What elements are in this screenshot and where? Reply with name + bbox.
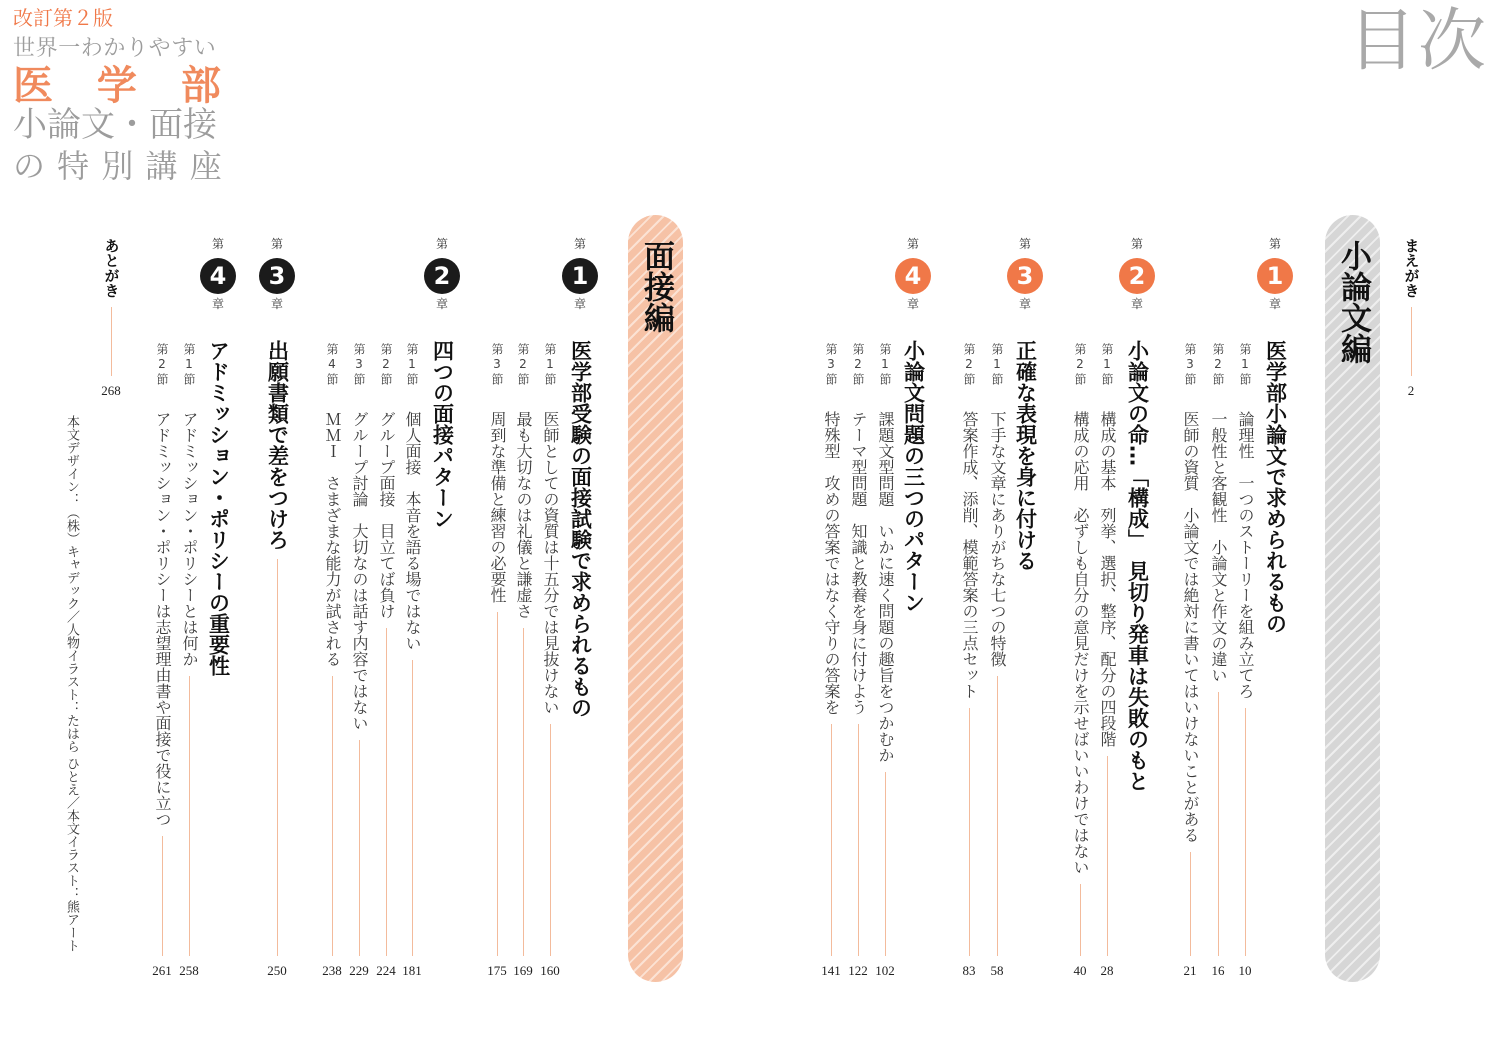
leader-line bbox=[858, 724, 859, 956]
part-title: 小論文編 bbox=[1335, 240, 1371, 364]
section-entry bbox=[174, 343, 204, 978]
leader-line bbox=[969, 708, 970, 956]
section-entry bbox=[1230, 343, 1260, 978]
section-label: 第1節 bbox=[543, 343, 557, 387]
section-label: 第3節 bbox=[1183, 343, 1197, 387]
section-entry bbox=[1175, 343, 1205, 978]
section-title: グループ討論 大切なのは話す内容ではない bbox=[350, 411, 369, 731]
page-number: 141 bbox=[821, 963, 841, 978]
section-title: 最も大切なのは礼儀と謙虚さ bbox=[514, 411, 533, 619]
section-entry bbox=[508, 343, 538, 978]
toc-entry-maegaki bbox=[1396, 238, 1426, 398]
book-tagline: 世界一わかりやすい bbox=[13, 36, 217, 61]
page-number: 40 bbox=[1073, 963, 1087, 978]
page-number: 2 bbox=[1407, 383, 1415, 398]
chapter-marker bbox=[560, 238, 600, 310]
chapter-prefix: 第 bbox=[270, 237, 283, 251]
section-title: 構成の基本 列挙、選択、整序、配分の四段階 bbox=[1098, 411, 1117, 747]
section-title: 論理性 一つのストーリーを組み立てろ bbox=[1236, 411, 1255, 699]
section-label: 第2節 bbox=[962, 343, 976, 387]
page-number: 181 bbox=[402, 963, 422, 978]
section-title: ＭＭＩ さまざまな能力が試される bbox=[323, 411, 342, 667]
chapter-marker bbox=[422, 238, 462, 310]
section-title: アドミッション・ポリシーとは何か bbox=[180, 411, 199, 667]
section-label: 第3節 bbox=[490, 343, 504, 387]
chapter-title-column bbox=[203, 340, 233, 676]
page-number: 175 bbox=[487, 963, 507, 978]
chapter-number-badge: 1 bbox=[562, 258, 598, 294]
leader-line bbox=[1245, 708, 1246, 956]
chapter-prefix: 第 bbox=[1130, 237, 1143, 251]
chapter-title-column bbox=[1010, 340, 1040, 571]
leader-line bbox=[997, 676, 998, 956]
leader-line bbox=[885, 772, 886, 956]
page-number: 258 bbox=[179, 963, 199, 978]
chapter-number-badge: 3 bbox=[259, 258, 295, 294]
chapter-suffix: 章 bbox=[906, 297, 919, 311]
chapter-marker bbox=[1005, 238, 1045, 310]
toc-heading: 目次 bbox=[1348, 2, 1489, 81]
section-label: 第1節 bbox=[405, 343, 419, 387]
page-number: 21 bbox=[1183, 963, 1197, 978]
section-entry bbox=[1203, 343, 1233, 978]
chapter-number-badge: 2 bbox=[424, 258, 460, 294]
chapter-title-column bbox=[898, 340, 928, 613]
chapter-number-badge: 1 bbox=[1257, 258, 1293, 294]
section-entry bbox=[1092, 343, 1122, 978]
chapter-prefix: 第 bbox=[435, 237, 448, 251]
section-entry bbox=[982, 343, 1012, 978]
section-title: 構成の応用 必ずしも自分の意見だけを示せばいいわけではない bbox=[1071, 411, 1090, 875]
chapter-suffix: 章 bbox=[435, 297, 448, 311]
section-title: アドミッション・ポリシーは志望理由書や面接で役に立つ bbox=[153, 411, 172, 827]
section-entry bbox=[1065, 343, 1095, 978]
page-number: 250 bbox=[267, 963, 287, 978]
chapter-title: アドミッション・ポリシーの重要性 bbox=[206, 340, 231, 676]
chapter-title-column bbox=[262, 340, 292, 978]
chapter-number-badge: 4 bbox=[200, 258, 236, 294]
section-label: 第1節 bbox=[1238, 343, 1252, 387]
section-title: 答案作成、添削、模範答案の三点セット bbox=[960, 411, 979, 699]
leader-line bbox=[1080, 884, 1081, 956]
section-entry bbox=[816, 343, 846, 978]
leader-line bbox=[189, 676, 190, 956]
section-label: 第1節 bbox=[878, 343, 892, 387]
section-title: 一般性と客観性 小論文と作文の違い bbox=[1209, 411, 1228, 683]
book-title-sub2: の 特 別 講 座 bbox=[13, 147, 223, 185]
toc-entry-atogaki bbox=[96, 238, 126, 398]
chapter-title-column bbox=[1260, 340, 1290, 634]
chapter-number-badge: 2 bbox=[1119, 258, 1155, 294]
page-number: 102 bbox=[875, 963, 895, 978]
page-number: 268 bbox=[101, 383, 121, 398]
leader-line bbox=[111, 307, 112, 376]
section-title: テーマ型問題 知識と教養を身に付けよう bbox=[849, 411, 868, 715]
chapter-suffix: 章 bbox=[1268, 297, 1281, 311]
chapter-title: 小論文の命…「構成」 見切り発車は失敗のもと bbox=[1125, 340, 1150, 792]
chapter-title-column bbox=[427, 340, 457, 529]
chapter-suffix: 章 bbox=[573, 297, 586, 311]
leader-line bbox=[277, 559, 278, 956]
section-title: 下手な文章にありがちな七つの特徴 bbox=[988, 411, 1007, 667]
page-number: 10 bbox=[1238, 963, 1252, 978]
page-number: 122 bbox=[848, 963, 868, 978]
section-label: 第2節 bbox=[851, 343, 865, 387]
chapter-title: 出願書類で差をつけろ bbox=[265, 340, 290, 550]
section-label: 第2節 bbox=[516, 343, 530, 387]
section-title: 医師としての資質は十五分では見抜けない bbox=[541, 411, 560, 715]
section-entry bbox=[870, 343, 900, 978]
part-band-mensetsu bbox=[628, 215, 683, 982]
entry-title: あとがき bbox=[102, 238, 121, 298]
chapter-number-badge: 4 bbox=[895, 258, 931, 294]
page-number: 224 bbox=[376, 963, 396, 978]
page-number: 238 bbox=[322, 963, 342, 978]
page-number: 261 bbox=[152, 963, 172, 978]
chapter-title: 医学部受験の面接試験で求められるもの bbox=[568, 340, 593, 718]
section-entry bbox=[344, 343, 374, 978]
section-entry bbox=[397, 343, 427, 978]
credits-line: 本文デザイン：（株）キャデック／人物イラスト：たはら ひとえ／本文イラスト：熊アート bbox=[64, 415, 79, 953]
section-entry bbox=[482, 343, 512, 978]
section-entry bbox=[954, 343, 984, 978]
section-label: 第2節 bbox=[155, 343, 169, 387]
chapter-suffix: 章 bbox=[211, 297, 224, 311]
chapter-title: 四つの面接パターン bbox=[430, 340, 455, 529]
section-label: 第1節 bbox=[990, 343, 1004, 387]
chapter-suffix: 章 bbox=[270, 297, 283, 311]
chapter-suffix: 章 bbox=[1018, 297, 1031, 311]
chapter-prefix: 第 bbox=[906, 237, 919, 251]
leader-line bbox=[1411, 307, 1412, 376]
page-number: 169 bbox=[513, 963, 533, 978]
section-label: 第2節 bbox=[379, 343, 393, 387]
leader-line bbox=[162, 836, 163, 956]
section-label: 第1節 bbox=[1100, 343, 1114, 387]
chapter-marker bbox=[1255, 238, 1295, 310]
page-number: 160 bbox=[540, 963, 560, 978]
leader-line bbox=[1218, 692, 1219, 956]
chapter-title: 医学部小論文で求められるもの bbox=[1263, 340, 1288, 634]
section-title: 周到な準備と練習の必要性 bbox=[488, 411, 507, 603]
leader-line bbox=[550, 724, 551, 956]
section-title: 特殊型 攻めの答案ではなく守りの答案を bbox=[822, 411, 841, 715]
leader-line bbox=[359, 740, 360, 956]
leader-line bbox=[1107, 756, 1108, 956]
edition-label: 改訂第２版 bbox=[13, 6, 113, 30]
part-title: 面接編 bbox=[638, 240, 674, 333]
leader-line bbox=[497, 612, 498, 956]
section-title: グループ面接 目立てば負け bbox=[377, 411, 396, 619]
part-band-shoronbun bbox=[1325, 215, 1380, 982]
chapter-title: 正確な表現を身に付ける bbox=[1013, 340, 1038, 571]
section-label: 第2節 bbox=[1211, 343, 1225, 387]
chapter-marker bbox=[893, 238, 933, 310]
section-entry bbox=[843, 343, 873, 978]
section-title: 個人面接 本音を語る場ではない bbox=[403, 411, 422, 651]
section-title: 医師の資質 小論文では絶対に書いてはいけないことがある bbox=[1181, 411, 1200, 843]
entry-title: まえがき bbox=[1402, 238, 1421, 298]
book-title-sub1: 小論文・面接 bbox=[13, 105, 217, 145]
book-title-main: 医 学 部 bbox=[13, 63, 236, 109]
page-number: 229 bbox=[349, 963, 369, 978]
leader-line bbox=[332, 676, 333, 956]
chapter-title-column bbox=[565, 340, 595, 718]
leader-line bbox=[1190, 852, 1191, 956]
section-title: 課題文型問題 いかに速く問題の趣旨をつかむか bbox=[876, 411, 895, 763]
section-label: 第3節 bbox=[824, 343, 838, 387]
leader-line bbox=[412, 660, 413, 956]
section-entry bbox=[317, 343, 347, 978]
section-label: 第3節 bbox=[352, 343, 366, 387]
chapter-title-column bbox=[1122, 340, 1152, 792]
chapter-marker bbox=[1117, 238, 1157, 310]
page-number: 16 bbox=[1211, 963, 1225, 978]
section-entry bbox=[535, 343, 565, 978]
section-entry bbox=[147, 343, 177, 978]
section-label: 第4節 bbox=[325, 343, 339, 387]
chapter-prefix: 第 bbox=[1018, 237, 1031, 251]
chapter-prefix: 第 bbox=[211, 237, 224, 251]
page-number: 58 bbox=[990, 963, 1004, 978]
section-label: 第1節 bbox=[182, 343, 196, 387]
leader-line bbox=[523, 628, 524, 956]
chapter-prefix: 第 bbox=[573, 237, 586, 251]
chapter-title: 小論文問題の三つのパターン bbox=[901, 340, 926, 613]
chapter-marker bbox=[257, 238, 297, 310]
section-entry bbox=[371, 343, 401, 978]
chapter-marker bbox=[198, 238, 238, 310]
leader-line bbox=[831, 724, 832, 956]
page-number: 28 bbox=[1100, 963, 1114, 978]
chapter-prefix: 第 bbox=[1268, 237, 1281, 251]
chapter-suffix: 章 bbox=[1130, 297, 1143, 311]
chapter-number-badge: 3 bbox=[1007, 258, 1043, 294]
section-label: 第2節 bbox=[1073, 343, 1087, 387]
leader-line bbox=[386, 628, 387, 956]
page-number: 83 bbox=[962, 963, 976, 978]
